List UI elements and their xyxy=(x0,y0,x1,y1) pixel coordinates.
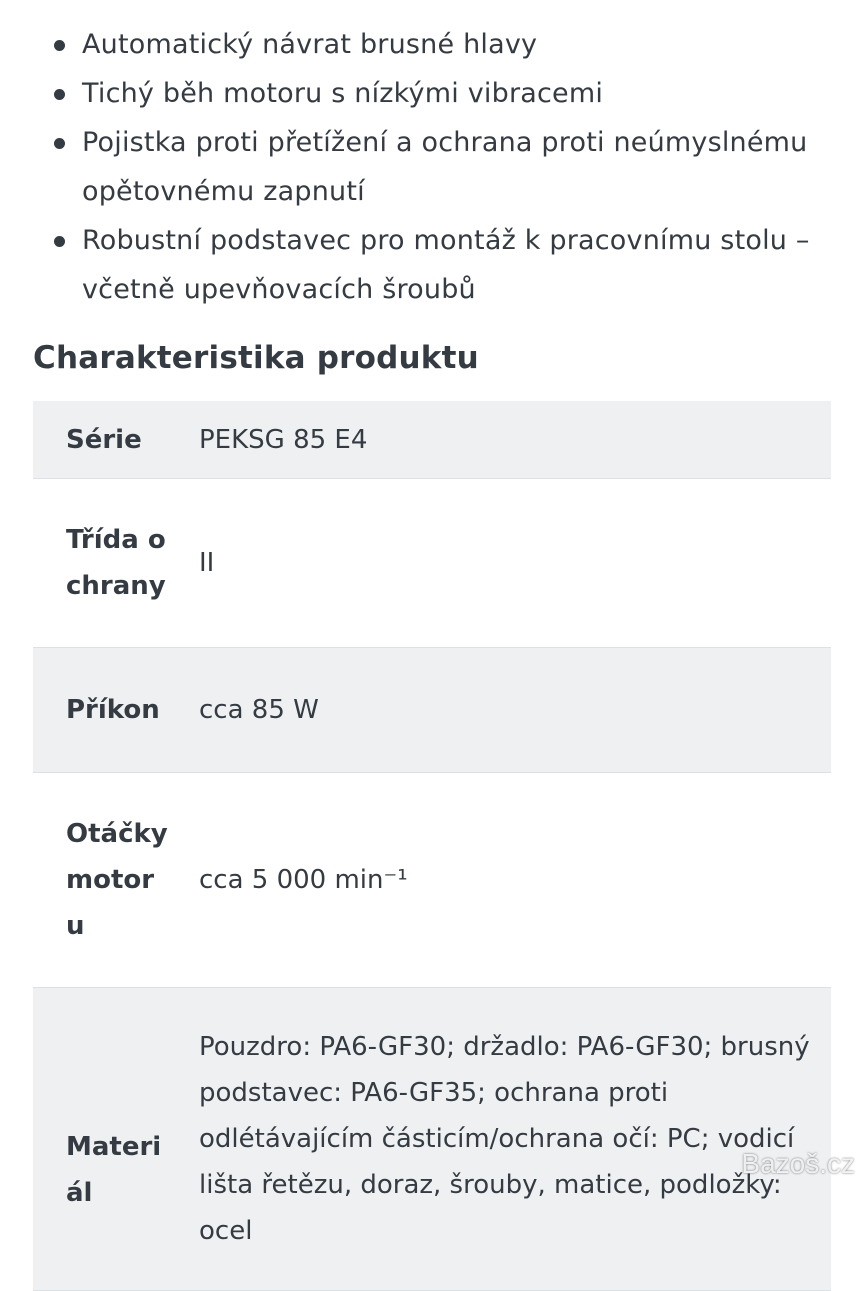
spec-label: Materiál xyxy=(33,988,168,1291)
watermark-logo: Bazoš.cz xyxy=(741,1148,855,1179)
feature-list xyxy=(0,20,865,314)
feature-text: Robustní podstavec pro montáž k pracovnímu stolu – včetně upevňovacích šroubů xyxy=(82,225,810,305)
spec-row xyxy=(33,401,831,479)
feature-item xyxy=(0,118,865,216)
spec-row xyxy=(33,988,831,1291)
spec-row xyxy=(33,648,831,773)
feature-item xyxy=(0,20,865,69)
spec-label: Série xyxy=(33,401,168,479)
spec-table xyxy=(33,401,831,1291)
feature-text: Automatický návrat brusné hlavy xyxy=(82,29,538,60)
spec-value: II xyxy=(168,479,831,648)
spec-value: PEKSG 85 E4 xyxy=(168,401,831,479)
section-title: Charakteristika produktu xyxy=(33,340,479,376)
feature-text: Pojistka proti přetížení a ochrana proti neúmyslnému opětovnému zapnutí xyxy=(82,127,808,207)
feature-text: Tichý běh motoru s nízkými vibracemi xyxy=(82,78,604,109)
spec-value: cca 5 000 min⁻¹ xyxy=(168,773,831,988)
bullet-icon xyxy=(54,236,65,247)
spec-row xyxy=(33,773,831,988)
bullet-icon xyxy=(54,138,65,149)
bullet-icon xyxy=(54,89,65,100)
feature-item xyxy=(0,69,865,118)
feature-item xyxy=(0,216,865,314)
spec-label: Otáčky motoru xyxy=(33,773,168,988)
bullet-icon xyxy=(54,40,65,51)
spec-value: cca 85 W xyxy=(168,648,831,773)
spec-value: Pouzdro: PA6-GF30; držadlo: PA6-GF30; brusný podstavec: PA6-GF35; ochrana proti odlétávajícím částicím/ochrana očí: PC; vodicí lišta řetězu, doraz, šrouby, matice, podložky: ocel xyxy=(168,988,831,1291)
spec-label: Třída ochrany xyxy=(33,479,168,648)
spec-label: Příkon xyxy=(33,648,168,773)
spec-row xyxy=(33,479,831,648)
